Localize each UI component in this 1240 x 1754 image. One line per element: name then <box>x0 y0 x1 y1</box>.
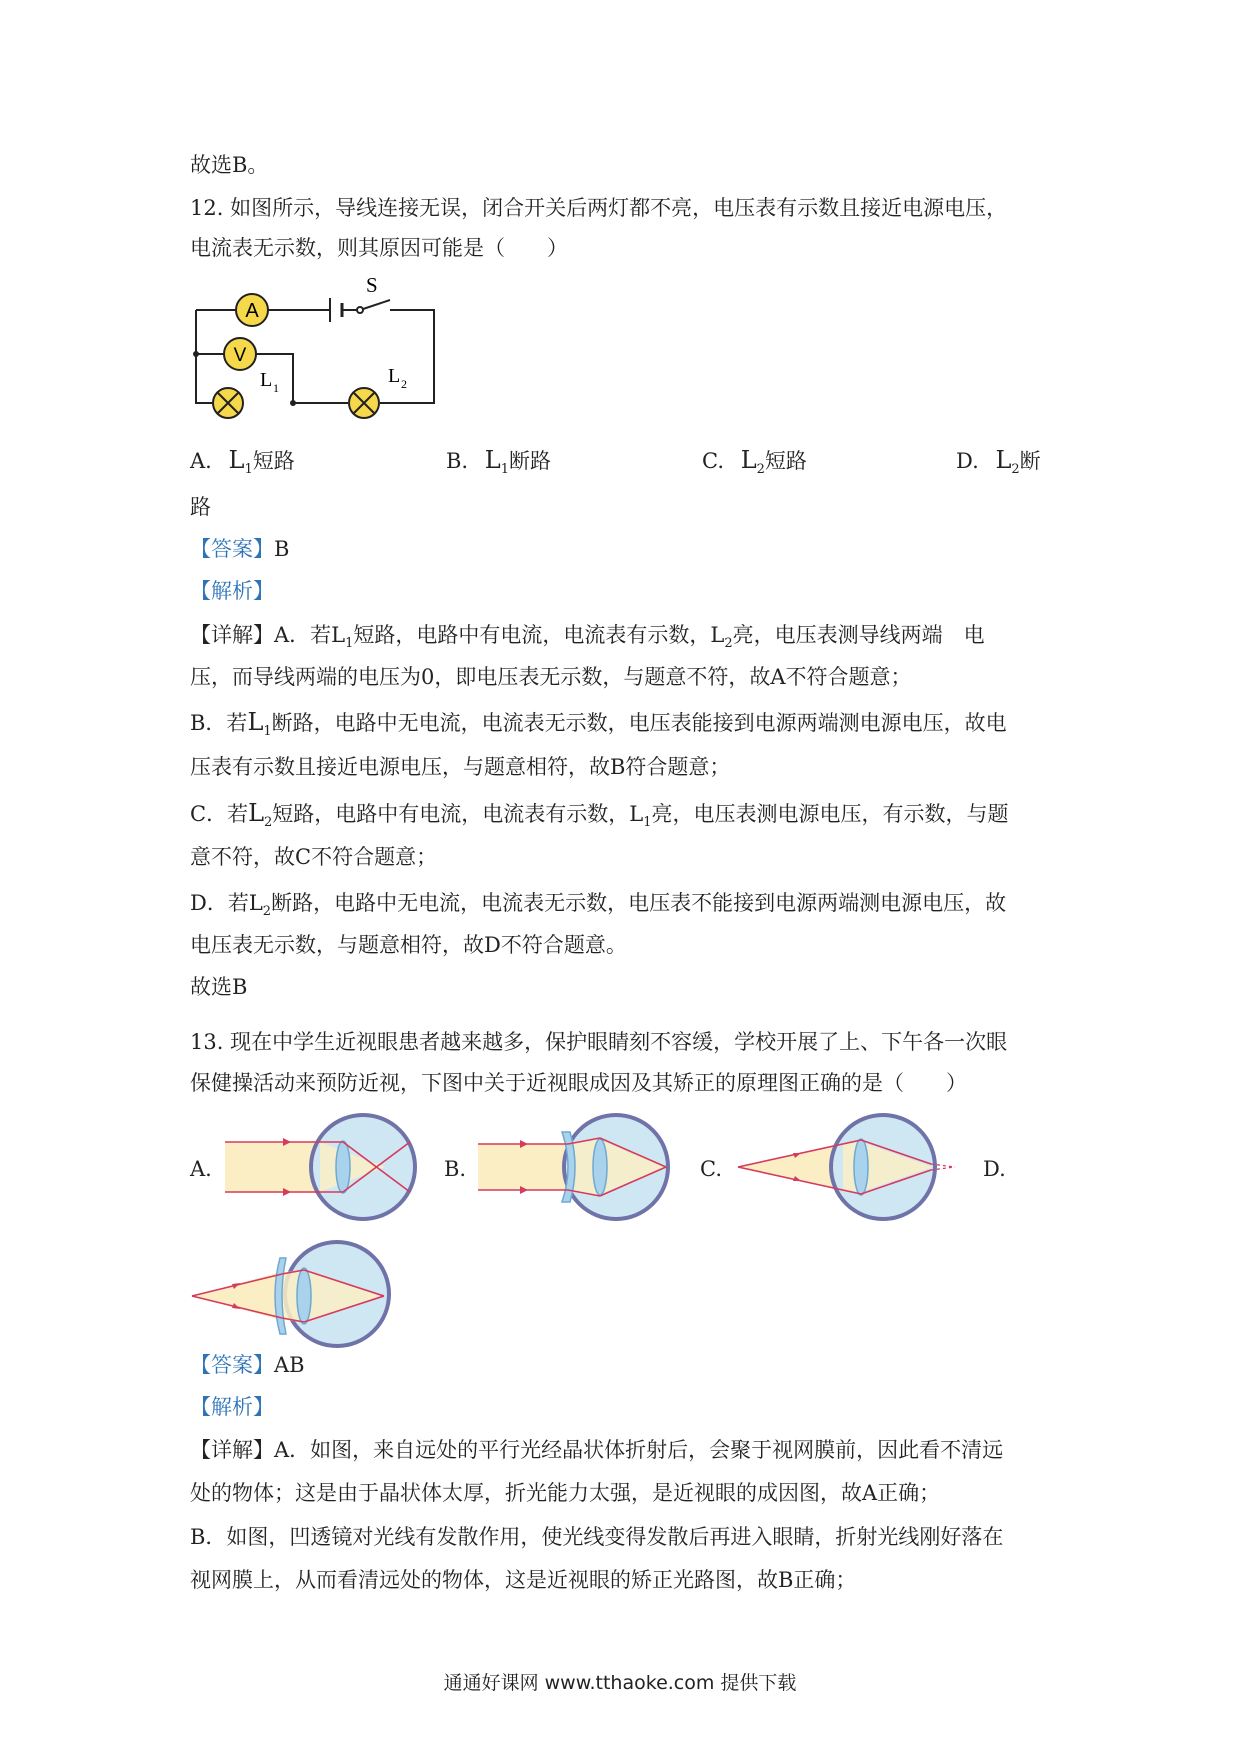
detail-text: 断路，电路中无电流，电流表无示数，电压表能接到电源两端测电源电压，故电 <box>271 711 1007 735</box>
ammeter-symbol <box>236 294 268 326</box>
detail-subscript: 2 <box>724 636 733 652</box>
detail-subscript: 1 <box>643 815 652 831</box>
detail-lamp: L <box>248 799 265 827</box>
q13-diagram-a <box>225 1112 425 1222</box>
q12-option-d-wrap: 路 <box>190 495 211 519</box>
q13-detail-b-line1: B．如图，凹透镜对光线有发散作用，使光线变得发散后再进入眼睛，折射光线刚好落在 <box>190 1525 1004 1549</box>
q12-stem-line1: 12. 如图所示，导线连接无误，闭合开关后两灯都不亮，电压表有示数且接近电源电压， <box>190 196 1008 220</box>
detail-lamp: L <box>247 708 264 736</box>
q13-stem-line2: 保健操活动来预防近视，下图中关于近视眼成因及其矫正的原理图正确的是（ ） <box>190 1071 967 1095</box>
detail-text: C．若 <box>190 802 249 826</box>
lamp-l1-symbol <box>213 388 243 418</box>
detail-text: A．若L <box>274 623 346 647</box>
option-text: 断路 <box>509 449 552 473</box>
q12-option-c <box>702 445 807 485</box>
option-lamp: L <box>995 446 1012 474</box>
lamp-l1-label: L <box>260 369 273 391</box>
option-text: 短路 <box>764 449 807 473</box>
q12-circuit-diagram <box>190 270 450 430</box>
option-text: 短路 <box>252 449 295 473</box>
option-letter: C. <box>702 449 724 473</box>
option-lamp: L <box>740 446 757 474</box>
q13-diagram-c <box>733 1112 963 1222</box>
q12-option-b <box>446 445 551 485</box>
q13-detail-a-line1 <box>190 1435 1003 1465</box>
q12-detail-b-line2: 压表有示数且接近电源电压，与题意相符，故B符合题意； <box>190 755 731 779</box>
q12-detail-a-line1 <box>190 620 985 659</box>
q13-label-b: B. <box>444 1157 467 1181</box>
switch-label: S <box>366 273 378 297</box>
q12-detail-d-line1 <box>190 888 1006 927</box>
q12-detail-b-line1 <box>190 707 1007 747</box>
voltmeter-label: V <box>233 345 247 366</box>
q13-stem-line1: 13. 现在中学生近视眼患者越来越多，保护眼睛刻不容缓，学校开展了上、下午各一次眼 <box>190 1030 1008 1054</box>
option-text: 断 <box>1019 449 1041 473</box>
q13-diagram-d <box>192 1238 402 1350</box>
q13-diagram-b <box>478 1112 678 1222</box>
ammeter-label: A <box>245 300 259 322</box>
lamp-l2-subscript: 2 <box>401 377 407 391</box>
q12-detail-c-line1 <box>190 798 1009 838</box>
q12-stem-line2: 电流表无示数，则其原因可能是（ ） <box>190 236 568 260</box>
q12-answer <box>190 534 289 564</box>
detail-text: 亮，电压表测电源电压，有示数，与题 <box>651 802 1009 826</box>
q12-option-a <box>190 445 295 485</box>
q13-detail-b-line2: 视网膜上，从而看清远处的物体，这是近视眼的矫正光路图，故B正确； <box>190 1568 857 1592</box>
answer-tag: 【答案】 <box>190 537 274 561</box>
option-lamp: L <box>484 446 501 474</box>
option-letter: D. <box>956 449 979 473</box>
detail-text: 短路，电路中有电流，电流表有示数，L <box>272 802 644 826</box>
detail-subscript: 2 <box>262 904 272 920</box>
detail-subscript: 1 <box>263 724 272 740</box>
voltmeter-symbol <box>224 338 256 370</box>
option-lamp-sub: 2 <box>756 462 765 478</box>
q12-conclusion: 故选B <box>190 975 248 999</box>
page-footer: 通通好课网 www.tthaoke.com 提供下载 <box>443 1672 797 1694</box>
option-lamp: L <box>228 446 245 474</box>
option-lamp-sub: 2 <box>1011 462 1020 478</box>
lamp-l2-label: L <box>388 365 401 387</box>
answer-value: AB <box>274 1353 305 1377</box>
q13-label-d: D. <box>983 1157 1006 1181</box>
answer-value: B <box>274 537 290 561</box>
option-letter: A. <box>190 449 212 473</box>
analysis-tag: 【解析】 <box>190 1395 274 1419</box>
q12-option-d <box>956 445 1041 485</box>
detail-text: B．若 <box>190 711 248 735</box>
detail-tag: 【详解】 <box>190 1438 274 1462</box>
detail-subscript: 1 <box>345 636 354 652</box>
q13-label-a: A. <box>190 1157 212 1181</box>
analysis-tag: 【解析】 <box>190 579 274 603</box>
q12-detail-c-line2: 意不符，故C不符合题意； <box>190 845 438 869</box>
q13-label-c: C. <box>700 1157 722 1181</box>
q13-detail-a-line2: 处的物体；这是由于晶状体太厚，折光能力太强，是近视眼的成因图，故A正确； <box>190 1481 941 1505</box>
option-letter: B. <box>446 449 469 473</box>
detail-text: 亮，电压表测导线两端 电 <box>732 623 985 647</box>
detail-tag: 【详解】 <box>190 623 274 647</box>
detail-subscript: 2 <box>264 815 273 831</box>
lamp-l1-subscript: 1 <box>273 381 279 395</box>
option-lamp-sub: 1 <box>500 462 510 478</box>
q13-analysis-heading <box>190 1392 274 1422</box>
detail-text: D．若L <box>190 891 263 915</box>
q12-analysis-heading <box>190 576 274 606</box>
q12-detail-a-line2: 压，而导线两端的电压为0，即电压表无示数，与题意不符，故A不符合题意； <box>190 665 912 689</box>
option-lamp-sub: 1 <box>244 462 253 478</box>
detail-text: 短路，电路中有电流，电流表有示数，L <box>353 623 725 647</box>
q13-answer <box>190 1350 305 1380</box>
q12-detail-d-line2: 电压表无示数，与题意相符，故D不符合题意。 <box>190 933 627 957</box>
lamp-l2-symbol <box>349 388 379 418</box>
q11-conclusion: 故选B。 <box>190 153 269 177</box>
detail-text: 断路，电路中无电流，电流表无示数，电压表不能接到电源两端测电源电压，故 <box>271 891 1007 915</box>
answer-tag: 【答案】 <box>190 1353 274 1377</box>
detail-text: A．如图，来自远处的平行光经晶状体折射后，会聚于视网膜前，因此看不清远 <box>274 1438 1004 1462</box>
